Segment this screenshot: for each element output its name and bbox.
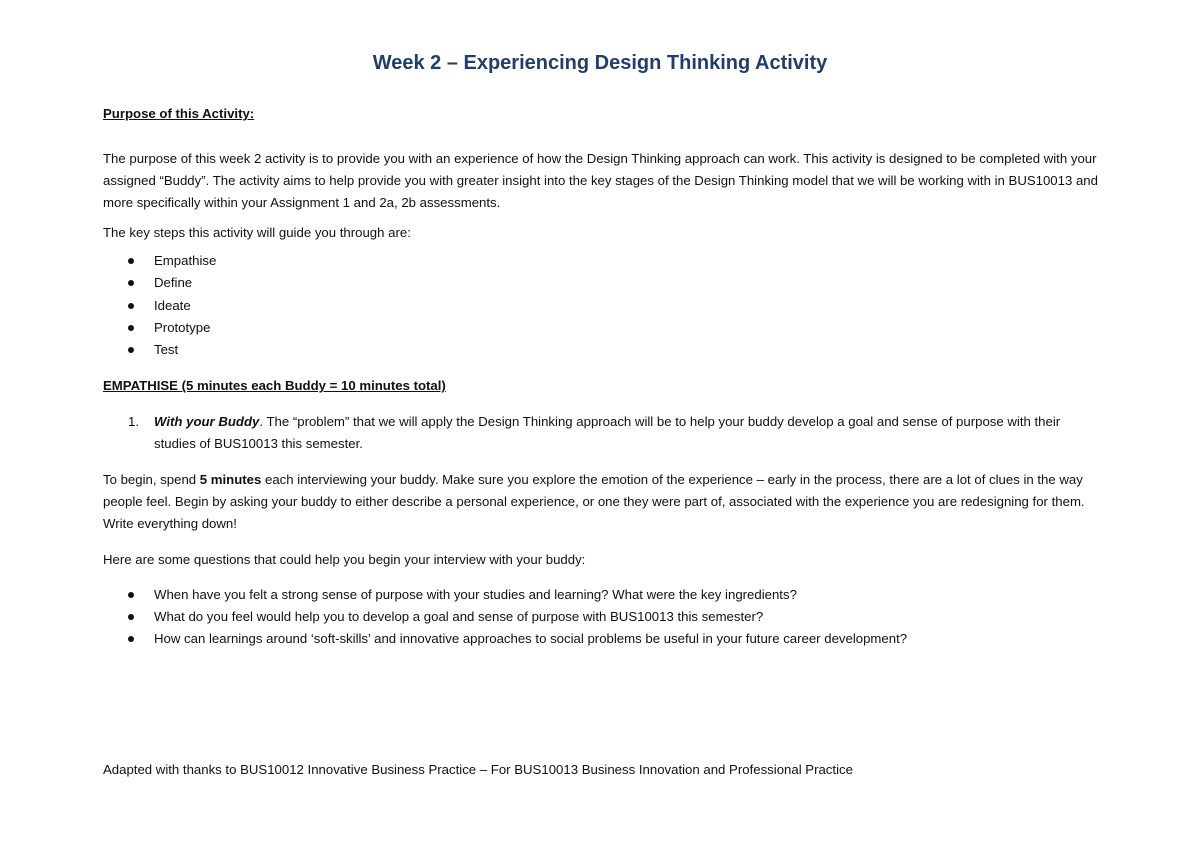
list-item xyxy=(103,584,1103,606)
page-title: Week 2 – Experiencing Design Thinking Activity xyxy=(372,52,828,74)
begin-text-before: To begin, spend xyxy=(103,472,200,488)
list-item xyxy=(103,339,1103,361)
bullet-icon xyxy=(128,614,134,620)
bullet-icon xyxy=(128,303,134,309)
empathise-heading: EMPATHISE (5 minutes each Buddy = 10 minutes total) xyxy=(103,378,446,394)
bullet-icon xyxy=(128,636,134,642)
list-item-label: Test xyxy=(154,342,179,358)
footer-note: Adapted with thanks to BUS10012 Innovative Business Practice – For BUS10013 Business Innovation and Professional Practice xyxy=(103,762,853,777)
list-item xyxy=(103,272,1103,294)
list-item xyxy=(103,250,1103,272)
bullet-icon xyxy=(128,280,134,286)
list-item-label: Empathise xyxy=(154,253,217,268)
list-item xyxy=(103,317,1103,339)
list-item-label: What do you feel would help you to develop a goal and sense of purpose with BUS10013 this semester? xyxy=(154,609,764,625)
list-item-label: When have you felt a strong sense of purpose with your studies and learning? What were the key ingredients? xyxy=(154,587,797,603)
key-steps-intro: The key steps this activity will guide you through are: xyxy=(103,225,411,240)
list-item-label: Define xyxy=(154,275,193,291)
item-emphasis: With your Buddy xyxy=(154,414,260,430)
list-item-label: How can learnings around ‘soft-skills’ and innovative approaches to social problems be useful in your future career development? xyxy=(154,631,908,647)
begin-text-bold: 5 minutes xyxy=(199,472,262,488)
purpose-heading: Purpose of this Activity: xyxy=(103,106,255,121)
list-item xyxy=(103,295,1103,317)
list-item-label: Ideate xyxy=(154,297,191,313)
key-steps-list xyxy=(103,250,1103,361)
questions-intro: Here are some questions that could help you begin your interview with your buddy: xyxy=(103,552,586,568)
list-item-label: Prototype xyxy=(154,319,211,335)
bullet-icon xyxy=(128,325,134,331)
list-item xyxy=(103,628,1103,650)
bullet-icon xyxy=(128,592,134,598)
begin-text-after: each interviewing your buddy. Make sure you explore the emotion of the experience – early in the process, there are a lot of clues in the way people feel. Begin by asking your buddy to either describe a personal experience, or one they were part of, associated with the experience you are redesigning for them. Write everything down! xyxy=(103,472,1085,532)
begin-paragraph xyxy=(103,469,1103,535)
item-text: . The “problem” that we will apply the Design Thinking approach will be to help your buddy develop a goal and sense of purpose with their studies of BUS10013 this semester. xyxy=(154,414,1061,452)
list-item xyxy=(103,606,1103,628)
bullet-icon xyxy=(128,258,134,264)
document-body xyxy=(103,103,1103,650)
numbered-item-1 xyxy=(103,411,1103,455)
item-number: 1. xyxy=(128,414,139,430)
questions-list xyxy=(103,584,1103,650)
bullet-icon xyxy=(128,347,134,353)
purpose-paragraph: The purpose of this week 2 activity is to provide you with an experience of how the Design Thinking approach can work. This activity is designed to be completed with your assigned “Buddy”. The activity aims to help provide you with greater insight into the key stages of the Design Thinking model that we will be working with in BUS10013 and more specifically within your Assignment 1 and 2a, 2b assessments. xyxy=(103,151,1098,210)
